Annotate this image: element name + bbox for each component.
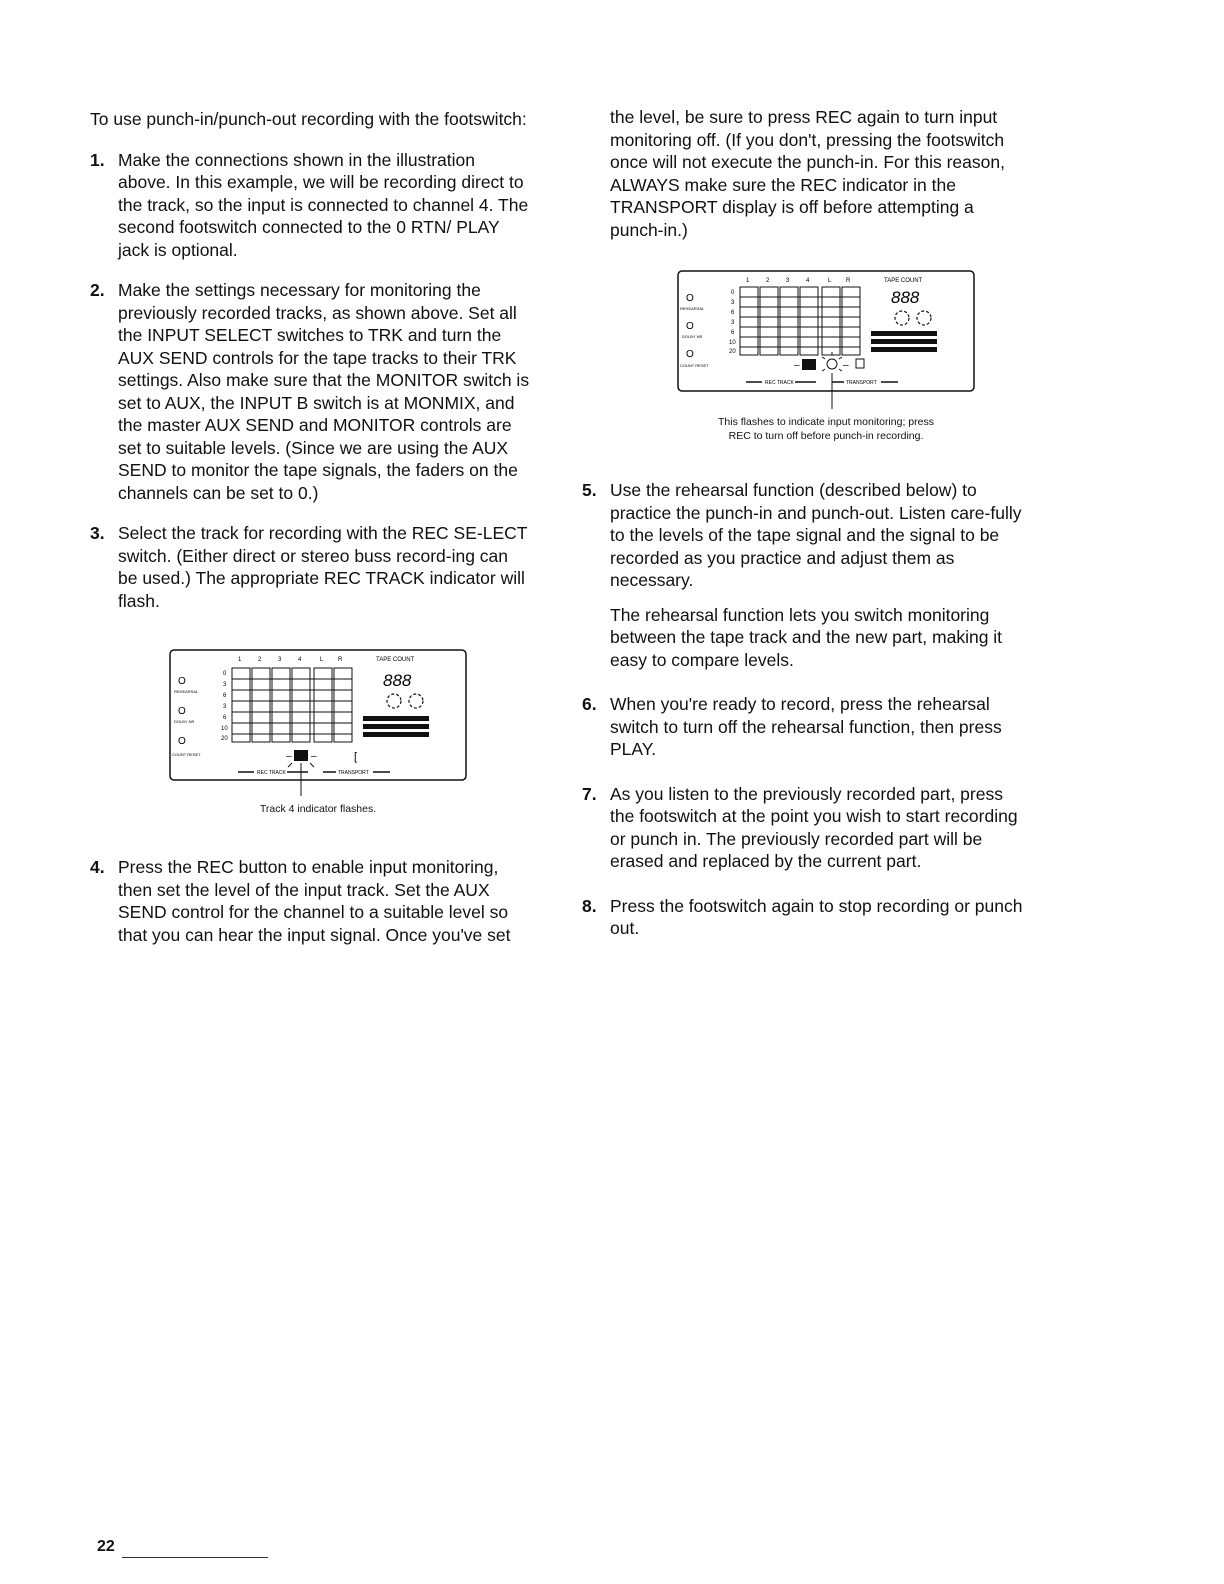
step-text: When you're ready to record, press the rehearsal switch to turn off the rehearsal function, then press PLAY. <box>610 694 1002 759</box>
scale-label: 0 <box>223 671 227 677</box>
display-panel-illustration <box>168 648 468 798</box>
scale-label: 3 <box>223 682 227 688</box>
track-label: R <box>846 278 851 284</box>
track-label: L <box>828 278 832 284</box>
step-number: 8. <box>582 895 597 916</box>
step-number: 4. <box>90 857 105 877</box>
button-label: REHEARSAL <box>680 306 705 311</box>
step-number: 6. <box>582 694 597 714</box>
indicator-circle: O <box>686 321 694 332</box>
scale-label: 6 <box>731 330 735 336</box>
transport-label: TRANSPORT <box>338 770 369 776</box>
svg-text:–: – <box>794 360 800 371</box>
scale-label: 3 <box>223 704 227 710</box>
display-panel-illustration <box>676 269 976 419</box>
step-8 <box>582 895 1026 940</box>
track-label: 2 <box>258 657 262 663</box>
reel-right-icon <box>409 694 423 708</box>
track-label: 1 <box>746 278 750 284</box>
figure-caption: Track 4 indicator flashes. <box>259 803 377 815</box>
step-text: Press the footswitch again to stop recording or punch out. <box>610 895 1023 938</box>
scale-label: 20 <box>729 349 736 355</box>
figure-caption <box>676 415 976 443</box>
flashing-indicator-icon <box>827 359 837 369</box>
right-column <box>582 106 1026 940</box>
svg-text:–: – <box>311 751 317 762</box>
rec-track-label: REC TRACK <box>257 770 286 776</box>
step-1 <box>90 149 530 262</box>
scale-label: 6 <box>731 310 735 316</box>
scale-label: 3 <box>731 300 735 306</box>
step-number: 2. <box>90 280 105 300</box>
reel-right-icon <box>917 311 931 325</box>
step-number: 5. <box>582 480 597 500</box>
step-7 <box>582 783 1026 873</box>
step-text: As you listen to the previously recorded part, press the footswitch at the point you wish to start recording or punch in. The previously recorded part will be erased and replaced by the current part. <box>610 783 1018 871</box>
step-number: 3. <box>90 523 105 543</box>
step-2 <box>90 279 530 504</box>
track-label: 4 <box>806 278 810 284</box>
display-frame <box>170 650 466 780</box>
caption-line: This flashes to indicate input monitoring; press <box>718 416 934 428</box>
track-label: R <box>338 657 343 663</box>
scale-label: 10 <box>221 726 228 732</box>
intro-text: To use punch-in/punch-out recording with the footswitch: <box>90 109 527 129</box>
transport-indicator <box>856 359 864 368</box>
scale-label: 0 <box>731 290 735 296</box>
figure-input-monitoring <box>676 269 976 443</box>
tape-count-label: TAPE COUNT <box>884 278 923 284</box>
page-number: 22 <box>97 1538 115 1555</box>
rec-track-4-indicator <box>294 750 308 761</box>
svg-text:–: – <box>286 751 292 762</box>
step-number: 7. <box>582 783 597 804</box>
track-label: L <box>320 657 324 663</box>
step-text: Select the track for recording with the REC SE-LECT switch. (Either direct or stereo buss record-ing can be used.) The appropriate REC TRACK indicator will flash. <box>118 523 528 611</box>
step-5 <box>582 479 1026 671</box>
tape-count-label: TAPE COUNT <box>376 657 415 663</box>
button-label: COUNT RESET <box>680 363 709 368</box>
track-label: 3 <box>278 657 282 663</box>
indicator-circle: O <box>178 736 186 747</box>
indicator-circle: O <box>178 676 186 687</box>
track-label: 4 <box>298 657 302 663</box>
indicator-circle: O <box>178 706 186 717</box>
step-text: Use the rehearsal function (described below) to practice the punch-in and punch-out. Listen care-fully to the levels of the tape signal and the signal to be recorded as you practice and adjust them as necessary. <box>610 480 1022 590</box>
step-text: Press the REC button to enable input monitoring, then set the level of the input track. Set the AUX SEND control for the channel to a suitable level so that you can hear the input signal. Once you've set <box>118 857 511 945</box>
indicator-circle: O <box>686 349 694 360</box>
rec-track-label: REC TRACK <box>765 380 794 386</box>
tape-counter: 888 <box>891 288 920 307</box>
track-label: 1 <box>238 657 242 663</box>
reel-left-icon <box>387 694 401 708</box>
reel-left-icon <box>895 311 909 325</box>
transport-indicator: [ <box>354 751 358 763</box>
button-label: COUNT RESET <box>172 752 201 757</box>
transport-label: TRANSPORT <box>846 380 877 386</box>
step-number: 1. <box>90 149 105 170</box>
step-text: The rehearsal function lets you switch monitoring between the tape track and the new part, making it easy to compare levels. <box>610 604 1003 670</box>
figure-track-indicator <box>168 648 468 816</box>
scale-label: 6 <box>223 715 227 721</box>
left-column <box>90 108 530 946</box>
scale-label: 20 <box>221 736 228 742</box>
rec-indicator <box>802 359 816 370</box>
svg-text:–: – <box>843 360 849 371</box>
tape-counter: 888 <box>383 671 412 690</box>
button-label: DOLBY NR <box>174 719 195 724</box>
button-label: REHEARSAL <box>174 689 199 694</box>
step-text: Make the settings necessary for monitoring the previously recorded tracks, as shown above. Set all the INPUT SELECT switches to TRK and turn the AUX SEND controls for the tape tracks to their TRK settings. Also make sure that the MONITOR switch is set to AUX, the INPUT B switch is at MONMIX, and the master AUX SEND and MONITOR controls are set to suitable levels. (Since we are using the AUX SEND to monitor the tape signals, the faders on the channels can be set to 0.) <box>118 280 530 503</box>
button-label: DOLBY NR <box>682 334 703 339</box>
step-text: Make the connections shown in the illustration above. In this example, we will be recording direct to the track, so the input is connected to channel 4. The second footswitch connected to the 0 RTN/ PLAY jack is optional. <box>118 149 529 260</box>
step-6 <box>582 693 1026 761</box>
scale-label: 10 <box>729 340 736 346</box>
indicator-circle: O <box>686 293 694 304</box>
footer-rule <box>122 1557 268 1558</box>
track-label: 2 <box>766 278 770 284</box>
scale-label: 6 <box>223 693 227 699</box>
track-label: 3 <box>786 278 790 284</box>
scale-label: 3 <box>731 320 735 326</box>
continuation-text: the level, be sure to press REC again to turn input monitoring off. (If you don't, pressing the footswitch once will not execute the punch-in. For this reason, ALWAYS make sure the REC indicator in the TRANSPORT display is off before attempting a punch-in.) <box>610 107 1005 240</box>
caption-line: REC to turn off before punch-in recording. <box>728 430 924 442</box>
step-3 <box>90 522 530 612</box>
step-4 <box>90 856 530 946</box>
